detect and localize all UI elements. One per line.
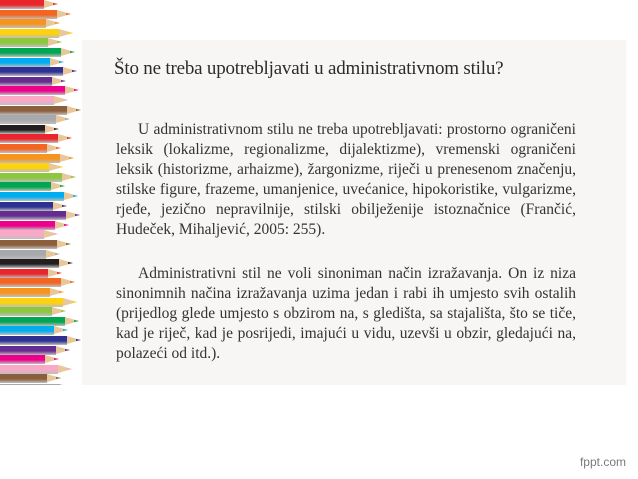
paragraph-synonyms: Administrativni stil ne voli sinoniman način izražavanja. On iz niza sinonimnih načina izražavanja uzima jedan i rabi ih umjesto svih ostalih (prijedlog glede umjesto s obzirom na, s gledišta, sa stajališta, što se tiče, kad je riječ, kad je posrijedi, imajući u vidu, uzevši u obzir, gledajući na, polazeći od itd.). <box>116 265 576 362</box>
paragraph-restricted-vocabulary: U administrativnom stilu ne treba upotrebljavati: prostorno ograničeni leksik (lokalizme, regionalizme, dijalektizme), vremenski ograničeni leksik (historizme, arhaizme), žargonizme, riječi u prenesenom značenju, stilske figure, frazeme, umanjenice, uvećanice, hipokoristike, vulgarizme, rjeđe, jezično nepravilnije, stilski obilježenije istoznačnice (Frančić, Hudeček, Mihaljević, 2005: 255). <box>116 121 576 238</box>
fppt-watermark: fppt.com <box>579 455 626 469</box>
document-scan <box>82 40 626 385</box>
slide-bottom-area <box>0 385 638 479</box>
document-heading: Što ne treba upotrebljavati u administrativnom stilu? <box>114 58 504 79</box>
